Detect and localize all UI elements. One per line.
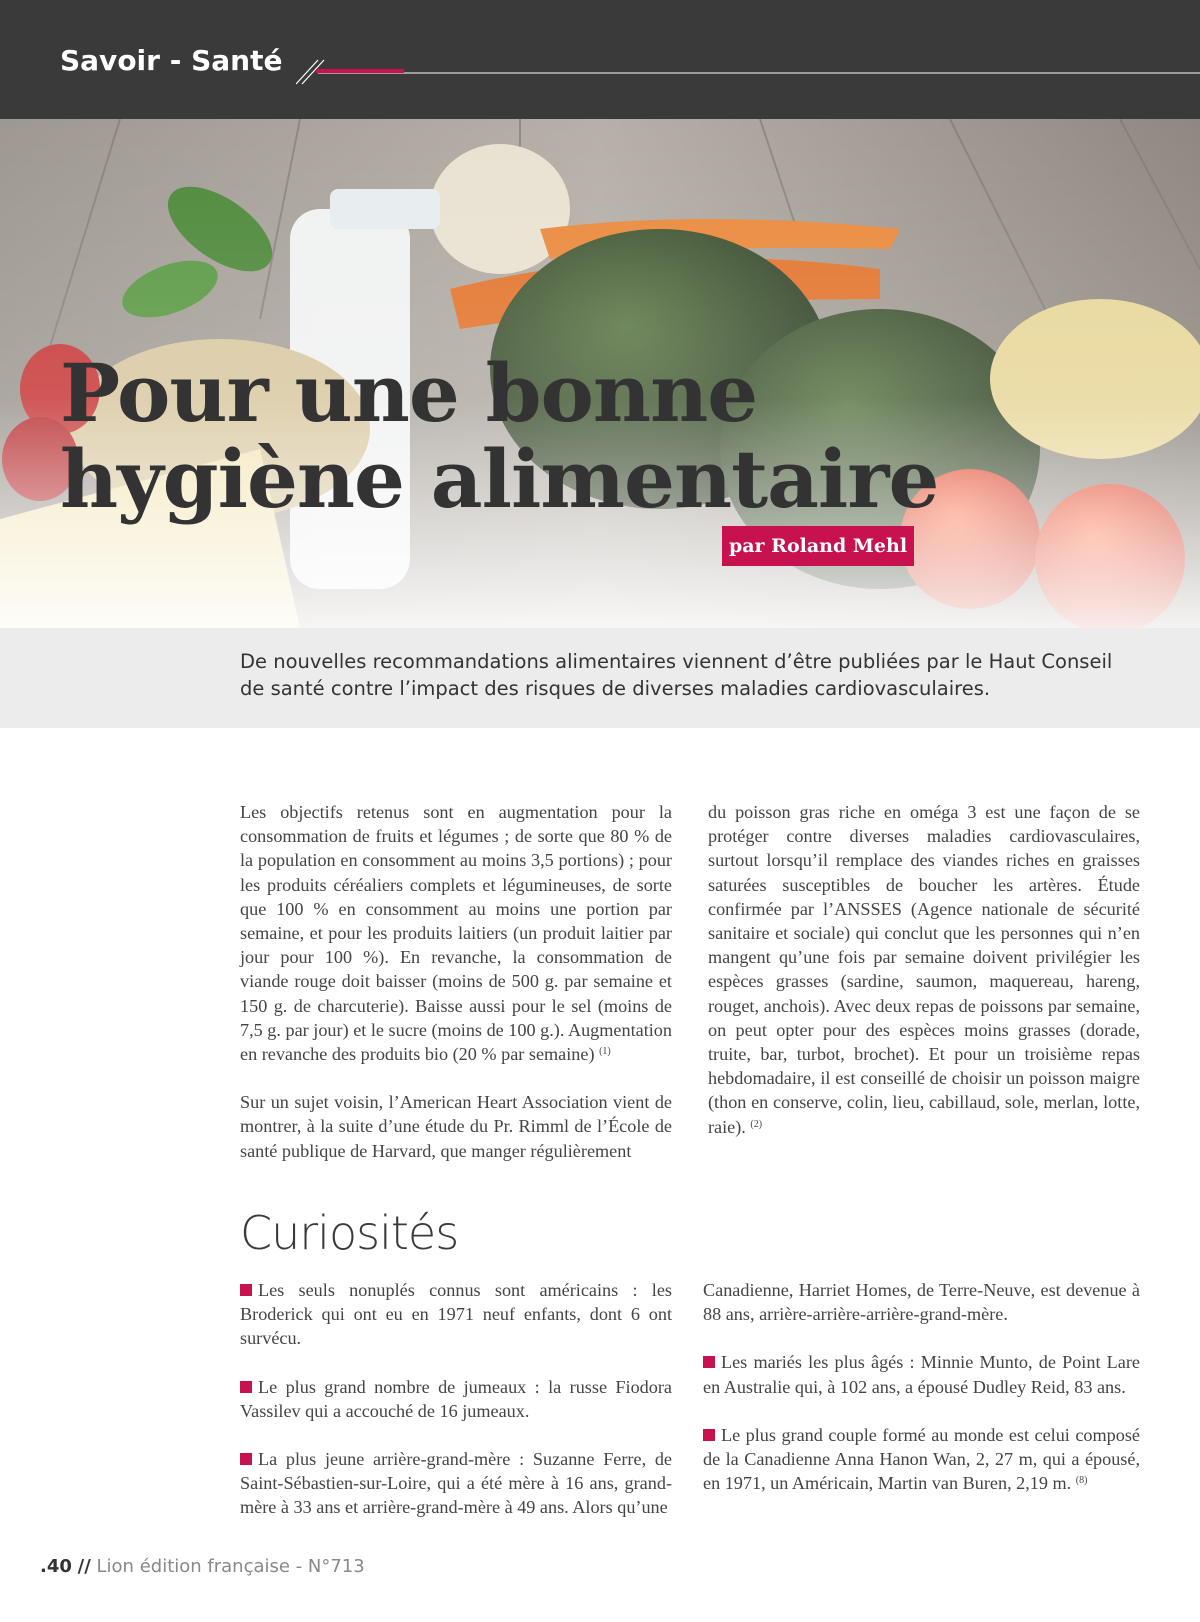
article-paragraph: Sur un sujet voisin, l’American Heart Association vient de montrer, à la suite d’une étude du Pr. Rimml de l’École de santé publique de Harvard, que manger régulièrement [240,1092,672,1161]
lead-band [0,628,1200,728]
magazine-name: Lion édition française - N°713 [96,1556,365,1577]
bullet-square-icon [240,1381,252,1393]
list-item: Les seuls nonuplés connus sont américains : les Broderick qui ont eu en 1971 neuf enfants, dont 6 ont survécu. [240,1280,672,1349]
footnote-ref: (8) [1075,1475,1088,1487]
article-column-2 [708,800,1140,1139]
list-item: La plus jeune arrière-grand-mère : Suzanne Ferre, de Saint-Sébastien-sur-Loire, qui a été mère à 16 ans, grand-mère à 33 ans et arrière-grand-mère à 49 ans. Alors qu’une [240,1449,672,1518]
curiosites-column-2 [703,1278,1140,1495]
lead-text: De nouvelles recommandations alimentaires viennent d’être publiées par le Haut Conseil de santé contre l’impact des risques de diverses maladies cardiovasculaires. [240,650,1113,700]
article-paragraph: du poisson gras riche en oméga 3 est une façon de se protéger contre diverses maladies cardiovasculaires, surtout lorsqu’il remplace des viandes riches en graisses saturées susceptibles de boucher les artères. Étude confirmée par l’ANSSES (Agence nationale de sécurité sanitaire et sociale) qui conclut que les personnes qui n’en mangent qu’une fois par semaine doivent privilégier les espèces grasses (sardine, saumon, maquereau, hareng, rouget, anchois). Avec deux repas de poissons par semaine, on peut opter pour des espèces moins grasses (dorade, truite, bar, turbot, brochet). Et pour un troisième repas hebdomadaire, il est conseillé de choisir un poisson maigre (thon en conserve, colin, lieu, cabillaud, sole, merlan, lotte, raie). $^{(2)}$ [708,802,1140,1137]
footnote-ref: (2) [750,1118,763,1130]
page-number: .40 [40,1556,72,1577]
article-paragraph: Les objectifs retenus sont en augmentation pour la consommation de fruits et légumes ; de sorte que 80 % de la population en consomment au moins 3,5 portions) ; pour les produits céréaliers complets et légumineuses, de sorte que 100 % en consomment au moins une portion par semaine, et pour les produits laitiers (un produit laitier par jour pour 100 %). En revanche, la consommation de viande rouge doit baisser (moins de 500 g. par semaine et 150 g. de charcuterie). Baisse aussi pour le sel (moins de 7,5 g. par jour) et le sucre (moins de 100 g.). Augmentation en revanche des produits bio (20 % par semaine) $^{(1)}$ [240,802,672,1065]
list-item: Le plus grand couple formé au monde est celui composé de la Canadienne Anna Hanon Wan, 2, 27 m, qui a épousé, en 1971, un Américain, Martin van Buren, 2,19 m. $^{(8)}$ [703,1424,1140,1494]
header-rule [296,58,1200,88]
byline-badge: par Roland Mehl [722,526,914,566]
header-band [0,0,1200,119]
title-line-2: hygiène alimentaire [60,432,939,526]
footer-separator: // [77,1556,91,1577]
section-title: Savoir - Santé [60,44,283,77]
bullet-square-icon [240,1284,252,1296]
bullet-square-icon [703,1429,715,1441]
list-item: Le plus grand nombre de jumeaux : la russe Fiodora Vassilev qui a accouché de 16 jumeaux. [240,1376,672,1421]
footnote-ref: (1) [599,1046,611,1058]
bullet-square-icon [703,1356,715,1368]
curiosites-column-1 [240,1278,672,1520]
curiosites-heading: Curiosités [240,1206,459,1260]
page-footer [40,1556,365,1577]
article-column-1 [240,800,672,1163]
list-item: Les mariés les plus âgés : Minnie Munto, de Point Lare en Australie qui, à 102 ans, a épousé Dudley Reid, 83 ans. [703,1352,1140,1397]
list-item-continued: Canadienne, Harriet Homes, de Terre-Neuve, est devenue à 88 ans, arrière-arrière-arrière-grand-mère. [703,1280,1140,1325]
bullet-square-icon [240,1453,252,1465]
title-line-1: Pour une bonne [60,346,758,440]
article-title [60,346,939,526]
